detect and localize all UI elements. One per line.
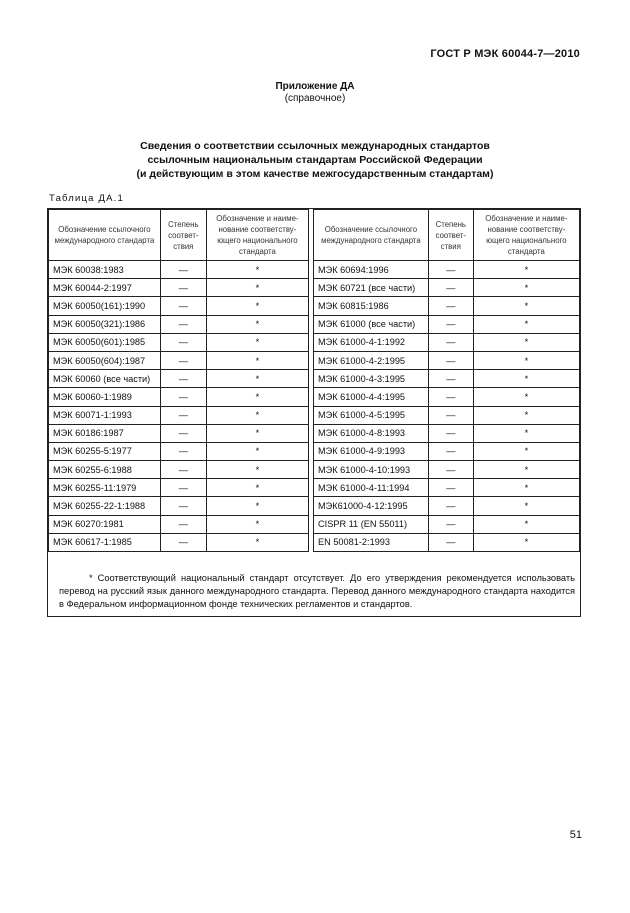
degree-cell: — [160,497,206,515]
section-title [60,139,570,181]
national-standard-cell: * [206,442,308,460]
degree-cell: — [428,279,473,297]
national-standard-cell: * [206,461,308,479]
national-standard-cell: * [206,388,308,406]
degree-cell: — [160,315,206,333]
intl-standard-cell: МЭК 61000 (все части) [314,315,429,333]
national-standard-cell: * [473,497,579,515]
national-standard-cell: * [206,424,308,442]
intl-standard-cell: МЭК 60617-1:1985 [49,533,161,551]
conformity-table [48,209,580,552]
degree-cell: — [160,406,206,424]
intl-standard-cell: МЭК 60255-6:1988 [49,461,161,479]
degree-cell: — [428,461,473,479]
national-standard-cell: * [206,533,308,551]
national-standard-cell: * [473,315,579,333]
title-line: Сведения о соответствии ссылочных международных стандартов [140,140,490,152]
table-row [49,333,580,351]
national-standard-cell: * [473,442,579,460]
intl-standard-cell: МЭК 60044-2:1997 [49,279,161,297]
degree-cell: — [160,297,206,315]
degree-cell: — [428,333,473,351]
national-standard-cell: * [473,406,579,424]
degree-cell: — [428,442,473,460]
national-standard-cell: * [206,315,308,333]
intl-standard-cell: МЭК 61000-4-3:1995 [314,370,429,388]
intl-standard-cell: МЭК 61000-4-11:1994 [314,479,429,497]
intl-standard-cell: МЭК 60050(604):1987 [49,351,161,369]
title-line: (и действующим в этом качестве межгосударственным стандартам) [136,168,494,180]
national-standard-cell: * [473,479,579,497]
table-row [49,461,580,479]
national-standard-cell: * [473,297,579,315]
national-standard-cell: * [206,497,308,515]
intl-standard-cell: МЭК 61000-4-1:1992 [314,333,429,351]
header-intl-standard: Обозначение ссылочного международного стандарта [314,210,429,261]
national-standard-cell: * [206,515,308,533]
degree-cell: — [428,297,473,315]
degree-cell: — [160,370,206,388]
table-header-row [49,210,580,261]
national-standard-cell: * [473,333,579,351]
header-degree: Степень соответ- ствия [160,210,206,261]
national-standard-cell: * [473,388,579,406]
intl-standard-cell: МЭК 60255-5:1977 [49,442,161,460]
degree-cell: — [160,424,206,442]
intl-standard-cell: МЭК 60255-11:1979 [49,479,161,497]
intl-standard-cell: МЭК 60186:1987 [49,424,161,442]
intl-standard-cell: МЭК 60694:1996 [314,261,429,279]
intl-standard-cell: МЭК 61000-4-2:1995 [314,351,429,369]
national-standard-cell: * [206,333,308,351]
table-row [49,497,580,515]
intl-standard-cell: МЭК 60270:1981 [49,515,161,533]
national-standard-cell: * [473,533,579,551]
intl-standard-cell: МЭК 60255-22-1:1988 [49,497,161,515]
national-standard-cell: * [473,261,579,279]
national-standard-cell: * [473,515,579,533]
degree-cell: — [428,497,473,515]
national-standard-cell: * [473,279,579,297]
appendix-title: Приложение ДА [275,81,355,92]
degree-cell: — [428,406,473,424]
degree-cell: — [428,370,473,388]
table-row [49,515,580,533]
degree-cell: — [160,279,206,297]
intl-standard-cell: МЭК 61000-4-9:1993 [314,442,429,460]
footnote: * Соответствующий национальный стандарт отсутствует. До его утверждения рекомендуется использовать перевод на русский язык данного международного стандарта. Перевод данного международного стандарта находится в Федеральном информационном фонде технических регламентов и стандартов. [59,573,575,609]
title-line: ссылочным национальным стандартам Российской Федерации [147,154,483,166]
table-row [49,406,580,424]
table-row [49,315,580,333]
national-standard-cell: * [206,351,308,369]
intl-standard-cell: CISPR 11 (EN 55011) [314,515,429,533]
table-row [49,351,580,369]
header-intl-standard: Обозначение ссылочного международного стандарта [49,210,161,261]
national-standard-cell: * [473,351,579,369]
degree-cell: — [428,533,473,551]
national-standard-cell: * [473,370,579,388]
table-row [49,479,580,497]
degree-cell: — [160,388,206,406]
intl-standard-cell: МЭК 61000-4-5:1995 [314,406,429,424]
appendix-subtitle: (справочное) [284,93,346,104]
table-row [49,533,580,551]
degree-cell: — [160,479,206,497]
degree-cell: — [428,351,473,369]
degree-cell: — [160,333,206,351]
table-row [49,261,580,279]
table-row [49,297,580,315]
degree-cell: — [428,479,473,497]
table-container [47,208,581,617]
national-standard-cell: * [206,479,308,497]
national-standard-cell: * [206,370,308,388]
intl-standard-cell: МЭК 60050(321):1986 [49,315,161,333]
intl-standard-cell: МЭК 60060 (все части) [49,370,161,388]
degree-cell: — [428,315,473,333]
degree-cell: — [428,388,473,406]
table-label: Таблица ДА.1 [49,193,124,204]
national-standard-cell: * [206,406,308,424]
degree-cell: — [160,442,206,460]
intl-standard-cell: МЭК 60050(161):1990 [49,297,161,315]
degree-cell: — [160,351,206,369]
national-standard-cell: * [473,461,579,479]
header-national-standard: Обозначение и наиме- нование соответству- ющего национального стандарта [206,210,308,261]
national-standard-cell: * [206,279,308,297]
intl-standard-cell: EN 50081-2:1993 [314,533,429,551]
intl-standard-cell: МЭК 60071-1:1993 [49,406,161,424]
document-id: ГОСТ Р МЭК 60044-7—2010 [430,48,580,60]
degree-cell: — [160,261,206,279]
degree-cell: — [160,461,206,479]
intl-standard-cell: МЭК 61000-4-8:1993 [314,424,429,442]
table-row [49,370,580,388]
page-number: 51 [569,829,582,841]
table-row [49,424,580,442]
intl-standard-cell: МЭК 60050(601):1985 [49,333,161,351]
table-row [49,388,580,406]
degree-cell: — [160,515,206,533]
table-row [49,279,580,297]
degree-cell: — [428,261,473,279]
national-standard-cell: * [206,297,308,315]
intl-standard-cell: МЭК 61000-4-4:1995 [314,388,429,406]
intl-standard-cell: МЭК61000-4-12:1995 [314,497,429,515]
degree-cell: — [428,424,473,442]
table-body [49,261,580,552]
header-national-standard: Обозначение и наиме- нование соответству- ющего национального стандарта [473,210,579,261]
national-standard-cell: * [206,261,308,279]
degree-cell: — [160,533,206,551]
intl-standard-cell: МЭК 61000-4-10:1993 [314,461,429,479]
intl-standard-cell: МЭК 60815:1986 [314,297,429,315]
header-degree: Степень соответ- ствия [428,210,473,261]
intl-standard-cell: МЭК 60721 (все части) [314,279,429,297]
table-row [49,442,580,460]
intl-standard-cell: МЭК 60060-1:1989 [49,388,161,406]
degree-cell: — [428,515,473,533]
national-standard-cell: * [473,424,579,442]
intl-standard-cell: МЭК 60038:1983 [49,261,161,279]
